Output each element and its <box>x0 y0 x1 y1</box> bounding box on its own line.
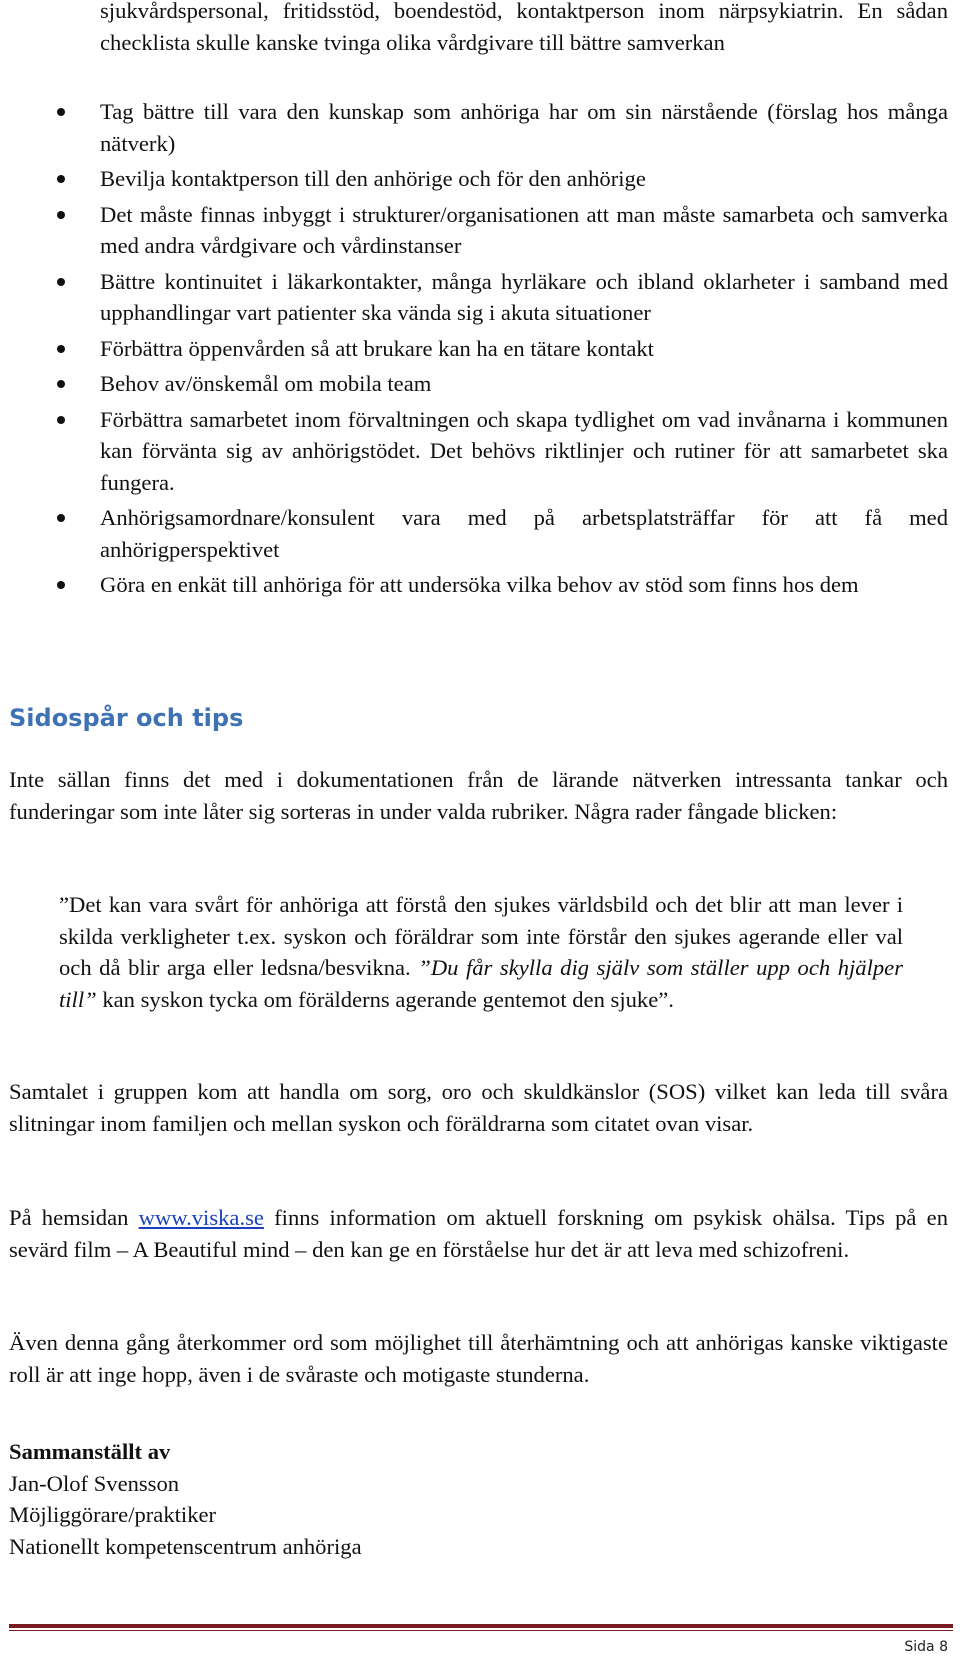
list-item-text: Det måste finnas inbyggt i strukturer/organisationen att man måste samarbeta och samverka med andra vårdgivare och vårdinstanser <box>100 201 948 258</box>
list-item <box>0 368 948 400</box>
list-item-text: Bevilja kontaktperson till den anhörige och för den anhörige <box>100 166 646 191</box>
list-item <box>0 569 948 601</box>
bullet-icon <box>57 416 65 424</box>
list-item <box>0 199 948 262</box>
list-item-text: Förbättra öppenvården så att brukare kan ha en tätare kontakt <box>100 335 654 361</box>
signature-block <box>9 1436 362 1562</box>
website-paragraph <box>9 1202 948 1265</box>
signature-heading: Sammanställt av <box>9 1439 171 1464</box>
website-text-after: finns information om aktuell forskning om psykisk ohälsa. Tips på en sevärd film – A Beautiful mind – den kan ge en förståelse hur det är att leva med schizofreni. <box>9 1205 948 1262</box>
continued-list-text: sjukvårdspersonal, fritidsstöd, boendestöd, kontaktperson inom närpsykiatrin. En sådan checklista skulle kanske tvinga olika vårdgivare till bättre samverkan <box>100 0 948 55</box>
list-item <box>0 266 948 329</box>
list-item <box>0 96 948 159</box>
intro-paragraph: Inte sällan finns det med i dokumentationen från de lärande nätverken intressanta tankar och funderingar som inte låter sig sorteras in under valda rubriker. Några rader fångade blicken: <box>9 767 948 824</box>
signature-organization: Nationellt kompetenscentrum anhöriga <box>9 1533 362 1559</box>
quote-text: ”Det kan vara svårt för anhöriga att förstå den sjukes världsbild och det blir att man lever i skilda verkligheter t.ex. syskon och föräldrar som inte förstår den sjukes agerande eller val och då blir arga eller ledsna/besvikna. <box>59 892 903 980</box>
bullet-icon <box>57 514 65 522</box>
website-text-before: På hemsidan <box>9 1205 139 1230</box>
footer-rule <box>9 1624 953 1628</box>
list-item <box>0 404 948 499</box>
page-number: Sida 8 <box>904 1639 948 1655</box>
bullet-icon <box>57 380 65 388</box>
bullet-icon <box>57 108 65 116</box>
list-item-text: Förbättra samarbetet inom förvaltningen och skapa tydlighet om vad invånarna i kommunen kan förvänta sig av anhörigstödet. Det behövs riktlinjer och rutiner för att samarbetet ska fungera. <box>100 406 948 495</box>
signature-name: Jan-Olof Svensson <box>9 1470 180 1496</box>
list-item <box>0 163 948 195</box>
list-item-text: Bättre kontinuitet i läkarkontakter, många hyrläkare och ibland oklarheter i samband med upphandlingar vart patienter ska vända sig i akuta situationer <box>100 268 948 325</box>
quote-italic-text: ”Du får skylla dig själv som ställer upp och hjälper till” <box>59 955 903 1012</box>
viska-link[interactable]: www.viska.se <box>138 1205 264 1230</box>
closing-paragraph: Även denna gång återkommer ord som möjlighet till återhämtning och att anhörigas kanske viktigaste roll är att inge hopp, även i de svåraste och motigaste stunderna. <box>9 1330 948 1387</box>
quote-text-end: kan syskon tycka om förälderns agerande gentemot den sjuke”. <box>96 986 674 1012</box>
list-item-text: Anhörigsamordnare/konsulent vara med på arbetsplatsträffar för att få med anhörigperspektivet <box>100 505 948 562</box>
list-item <box>0 333 948 365</box>
bullet-icon <box>57 278 65 286</box>
bullet-icon <box>57 175 65 183</box>
conversation-paragraph: Samtalet i gruppen kom att handla om sorg, oro och skuldkänslor (SOS) vilket kan leda till svåra slitningar inom familjen och mellan syskon och föräldrarna som citatet ovan visar. <box>9 1079 948 1136</box>
footer-rule-thin <box>9 1630 953 1631</box>
list-item-text: Tag bättre till vara den kunskap som anhöriga har om sin närstående (förslag hos många nätverk) <box>100 99 948 156</box>
bullet-icon <box>57 581 65 589</box>
bullet-icon <box>57 345 65 353</box>
quote-block <box>59 889 903 1015</box>
list-item-text: Göra en enkät till anhöriga för att undersöka vilka behov av stöd som finns hos dem <box>100 572 859 597</box>
list-item <box>0 502 948 565</box>
list-item-text: Behov av/önskemål om mobila team <box>100 371 432 396</box>
suggestion-list <box>0 96 948 605</box>
section-heading: Sidospår och tips <box>9 704 244 732</box>
signature-role: Möjliggörare/praktiker <box>9 1502 217 1527</box>
bullet-icon <box>57 211 65 219</box>
